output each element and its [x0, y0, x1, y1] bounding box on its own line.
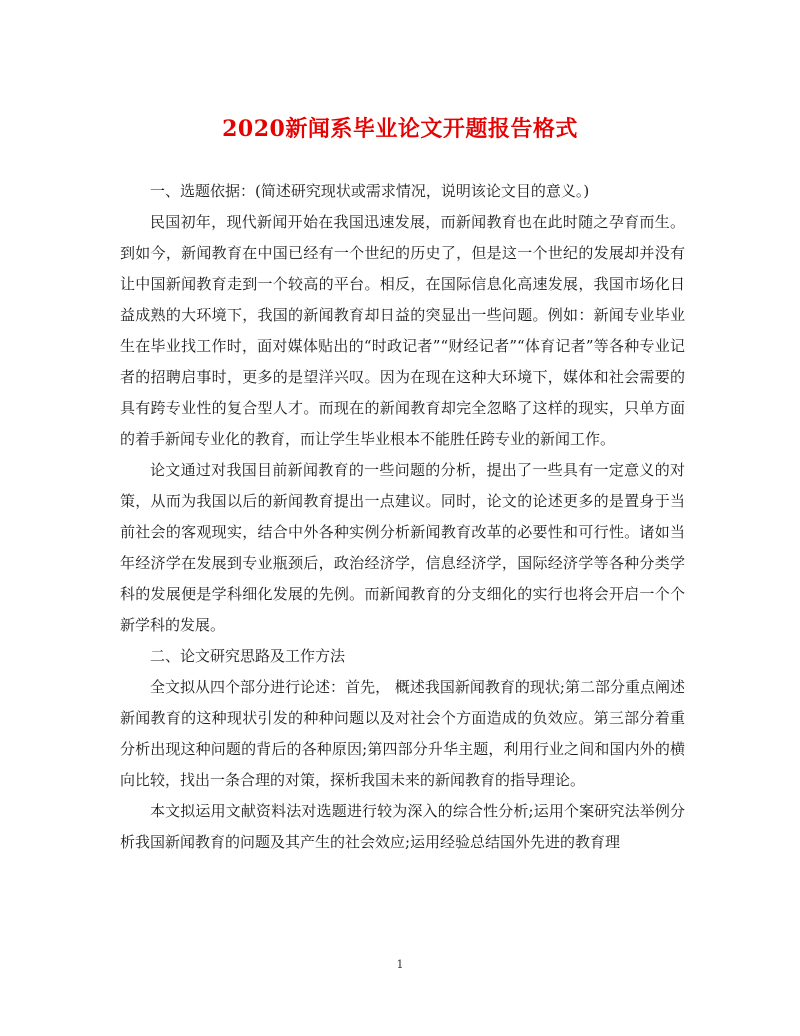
- paragraph: 全文拟从四个部分进行论述：首先， 概述我国新闻教育的现状;第二部分重点阐述新闻教育的这种现状引发的种种问题以及对社会个方面造成的负效应。第三部分着重分析出现这种问题的背后的各种原因;第四部分升华主题，利用行业之间和国内外的横向比较，找出一条合理的对策，探析我国未来的新闻教育的指导理论。: [120, 678, 685, 789]
- paragraph: 论文通过对我国目前新闻教育的一些问题的分析，提出了一些具有一定意义的对策，从而为我国以后的新闻教育提出一点建议。同时，论文的论述更多的是置身于当前社会的客观现实，结合中外各种实例分析新闻教育改革的必要性和可行性。诸如当年经济学在发展到专业瓶颈后，政治经济学，信息经济学，国际经济学等各种分类学科的发展便是学科细化发展的先例。而新闻教育的分支细化的实行也将会开启一个个新学科的发展。: [120, 461, 685, 634]
- page-number: 1: [396, 958, 404, 971]
- section-heading-research-approach: 二、论文研究思路及工作方法: [150, 647, 346, 665]
- section-heading-topic-basis: 一、选题依据：(简述研究现状或需求情况，说明该论文目的意义。): [150, 182, 590, 200]
- document-title: 2020新闻系毕业论文开题报告格式: [222, 116, 578, 142]
- document-body: [120, 176, 685, 858]
- paragraph: 本文拟运用文献资料法对选题进行较为深入的综合性分析;运用个案研究法举例分析我国新闻教育的问题及其产生的社会效应;运用经验总结国外先进的教育理: [120, 802, 685, 851]
- paragraph: 民国初年，现代新闻开始在我国迅速发展，而新闻教育也在此时随之孕育而生。到如今，新闻教育在中国已经有一个世纪的历史了，但是这一个世纪的发展却并没有让中国新闻教育走到一个较高的平台。相反，在国际信息化高速发展，我国市场化日益成熟的大环境下，我国的新闻教育却日益的突显出一些问题。例如：新闻专业毕业生在毕业找工作时，面对媒体贴出的“时政记者”“财经记者”“体育记者”等各种专业记者的招聘启事时，更多的是望洋兴叹。因为在现在这种大环境下，媒体和社会需要的具有跨专业性的复合型人才。而现在的新闻教育却完全忽略了这样的现实，只单方面的着手新闻专业化的教育，而让学生毕业根本不能胜任跨专业的新闻工作。: [120, 213, 685, 448]
